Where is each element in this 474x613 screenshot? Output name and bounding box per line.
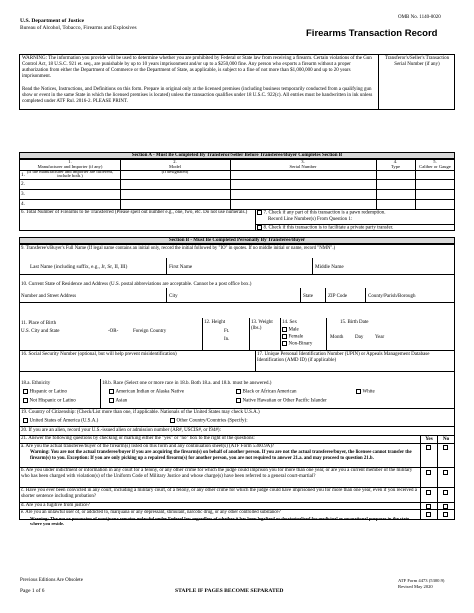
race-american-indian: American Indian or Alaska Native [109, 389, 184, 395]
state-label: State [303, 294, 313, 299]
omb-number: OMB No. 1140-0020 [398, 15, 441, 20]
usa-checkbox[interactable] [23, 418, 28, 423]
zip-label: ZIP Code [328, 294, 348, 299]
instructions-text: Read the Notices, Instructions, and Definitions on this form. Prepare in original only at the licensed premises (including business temporarily conducted from a qualifying gun show or event in the same State in which the licensed premises is located) unless the transaction qualifies under 18 U.S.C. 922(c). All entries must be handwritten in ink unless completed under ATF Rul. 2016-2. PLEASE PRINT. [22, 87, 373, 105]
or-label: -OR- [108, 329, 119, 334]
other-country-checkbox[interactable] [170, 418, 175, 423]
month-label: Month [330, 335, 344, 340]
q12-height: 12. Height [204, 320, 226, 325]
first-name-label: First Name [169, 264, 193, 270]
q13-weight: 13. Weight (lbs.) [251, 320, 273, 331]
us-city-label: U.S. City and State [21, 329, 60, 334]
q21e-drug-user: e. Are you an unlawful user of, or addicted to, marijuana or any depressant, stimulant, narcotic drug, or any other controlled substance? [21, 510, 281, 515]
serial-number-label: Transferor's/Seller's Transaction Serial Number (if any) [384, 56, 450, 67]
q21e-warning: Warning: The use or possession of marijuana remains unlawful under Federal law regardless of whether it has been legalized or decriminalized for medicinal or recreational purposes in the state where you reside. [30, 516, 410, 527]
q21a-no-checkbox[interactable] [443, 445, 448, 450]
asian-checkbox[interactable] [109, 398, 114, 403]
foreign-country-label: Foreign Country [133, 329, 167, 334]
col-type: 4. Type [390, 159, 401, 169]
sex-female: Female [282, 334, 303, 340]
form-title: Firearms Transaction Record [306, 28, 438, 39]
sex-male: Male [282, 327, 299, 333]
bureau-name: Bureau of Alcohol, Tobacco, Firearms and Explosives [20, 25, 137, 31]
not-hispanic-checkbox[interactable] [23, 398, 28, 403]
q21d-no-checkbox[interactable] [443, 504, 448, 509]
q21b-no-checkbox[interactable] [443, 470, 448, 475]
inches-label: In. [224, 337, 230, 342]
col-caliber: 5. Caliber or Gauge [419, 159, 451, 169]
row-number: 1. [21, 172, 25, 178]
race-black: Black or African American [236, 389, 297, 395]
q21e-yes-checkbox[interactable] [426, 512, 431, 517]
county-label: County/Parish/Borough [368, 294, 416, 299]
day-label: Day [355, 335, 364, 340]
q21c-conviction: c. Have you ever been convicted in any court, including a military court, of a felony, or any other crime for which the judge could have imprisoned you for more than one year, even if you received a shorter sentence including probation? [21, 488, 417, 499]
previous-editions: Previous Editions Are Obsolete [20, 578, 83, 583]
q17-upin: 17. Unique Personal Identification Number (UPIN) or Appeals Management Database Identification (AMD ID) (if applicable) [257, 352, 430, 363]
row-number: 3. [21, 191, 25, 197]
q21b-indictment: b. Are you under indictment or information in any court for a felony, or any other crime for which the judge could imprison you for more than one year, or are you a current member of the military who has been charged with violation(s) of the Uniform Code of Military Justice and whose charge(s) have been referred to a general court-martial? [21, 468, 413, 479]
q21b-yes-checkbox[interactable] [426, 470, 431, 475]
nonbinary-checkbox[interactable] [282, 341, 287, 346]
citizenship-other: Other Country/Countries (Specify): [170, 418, 248, 424]
sex-nonbinary: Non-Binary [282, 341, 312, 347]
street-label: Number and Street Address [21, 294, 77, 299]
q21e-no-checkbox[interactable] [443, 512, 448, 517]
hispanic-checkbox[interactable] [23, 389, 28, 394]
q21a-warning: Warning: You are not the actual transferee/buyer if you are acquiring the firearm(s) on behalf of another person. If you are not the actual transferee/buyer, the licensee cannot transfer the firearm(s) to you. Exception: If you are only picking up a repaired firearm(s) for another person, you are not required to answer 21.a. and may proceed to question 21.b. [30, 450, 412, 461]
q20-alien-number: 20. If you are an alien, record your U.S.-issued alien or admission number (AR#, USCIS#, or I94#): [21, 428, 221, 433]
citizenship-usa: United States of America (U.S.A.) [23, 418, 98, 424]
race-asian: Asian [109, 398, 127, 404]
ethnicity-not-hispanic: Not Hispanic or Latino [23, 398, 76, 404]
q19-citizenship: 19. Country of Citizenship: (Check/List more than one, if applicable. Nationals of the United States may check U.S.A.) [21, 410, 260, 415]
q10-residence: 10. Current State of Residence and Address (U.S. postal abbreviations are acceptable. Cannot be a post office box.) [21, 282, 252, 287]
q7-line-number: Record Line Number(s) From Question 1: [268, 217, 353, 222]
q21d-fugitive: d. Are you a fugitive from justice? [21, 503, 90, 508]
row-number: 2. [21, 181, 25, 187]
q9-full-name: 9. Transferee's/Buyer's Full Name (If legal name contains an initial only, record the initial followed by "IO" in quotes. If no middle initial or name, record "NMN".) [21, 246, 336, 251]
city-label: City [169, 294, 178, 299]
race-white: White [356, 389, 375, 395]
col-serial: 3. Serial Number [289, 159, 317, 169]
section-b-heading: Section B - Must Be Completed Personally By Transferee/Buyer [168, 238, 306, 243]
year-label: Year [375, 335, 385, 340]
yes-header: Yes [425, 436, 433, 442]
female-checkbox[interactable] [282, 334, 287, 339]
no-header: No [442, 436, 450, 442]
q21-instructions: 21. Answer the following questions by checking or marking either the "yes" or "no" box to the right of the questions: [21, 436, 255, 441]
col-manufacturer: 1. Manufacturer and Importer (if any) (If the manufacturer and importer are different, include both.) [26, 159, 114, 179]
male-checkbox[interactable] [282, 327, 287, 332]
agency-name: U.S. Department of Justice [20, 18, 85, 24]
page-number: Page 1 of 6 [20, 588, 45, 594]
section-a-heading: Section A - Must Be Completed By Transferor/Seller Before Transferee/Buyer Completes Section B [131, 153, 343, 158]
form-number: ATF Form 4473 (5300.9) [398, 578, 445, 583]
ethnicity-hispanic: Hispanic or Latino [23, 389, 67, 395]
q6-total-firearms: 6. Total Number of Firearms to be Transferred (Please spell out number e.g., one, two, etc. Do not use numerals.) [21, 210, 248, 215]
warning-text: WARNING: The information you provide will be used to determine whether you are prohibited by Federal or State law from receiving a firearm. Certain violations of the Gun Control Act, 18 U.S.C. 921 et. seq., are punishable by up to 10 years imprisonment and/or up to a $250,000 fine. Any person who exports a firearm without a proper authorization from either the Department of Commerce or the Department of State, as applicable, is subject to a fine of not more than $1,000,000 and up to 20 years imprisonment. [22, 56, 372, 80]
q21d-yes-checkbox[interactable] [426, 504, 431, 509]
q8-private-transfer: 8. Check if this transaction is to facilitate a private party transfer. [257, 225, 393, 231]
staple-notice: STAPLE IF PAGES BECOME SEPARATED [175, 588, 284, 594]
private-transfer-checkbox[interactable] [257, 225, 262, 230]
revised-date: Revised May 2020 [398, 584, 433, 589]
last-name-label: Last Name (including suffix, e.g., Jr, Sr, II, III) [30, 264, 128, 270]
q18a-ethnicity: 18.a. Ethnicity [21, 381, 51, 386]
white-checkbox[interactable] [356, 389, 361, 394]
q11-place-of-birth: 11. Place of Birth [21, 321, 57, 326]
row-number: 4. [21, 201, 25, 207]
q21c-no-checkbox[interactable] [443, 490, 448, 495]
feet-label: Ft. [224, 329, 230, 334]
pacific-islander-checkbox[interactable] [236, 398, 241, 403]
american-indian-checkbox[interactable] [109, 389, 114, 394]
q18b-race: 18.b. Race (Select one or more race in 18.b. Both 18.a. and 18.b. must be answered.) [102, 381, 272, 386]
q16-ssn: 16. Social Security Number (optional, but will help prevent misidentification) [21, 352, 177, 357]
q14-sex: 14. Sex [282, 320, 297, 325]
pawn-checkbox[interactable] [257, 210, 262, 215]
q15-birth-date: 15. Birth Date [340, 320, 369, 325]
black-checkbox[interactable] [236, 389, 241, 394]
q7-pawn-redemption: 7. Check if any part of this transaction is a pawn redemption. [257, 210, 386, 216]
q21c-yes-checkbox[interactable] [426, 490, 431, 495]
col-model: 2. Model (if designated) [161, 159, 189, 174]
race-pacific-islander: Native Hawaiian or Other Pacific Islander [236, 398, 327, 404]
q21a-actual-buyer: a. Are you the actual transferee/buyer of the firearm(s) listed on this form and any continuation sheet(s) (ATF Form 5300.9A)? [21, 444, 275, 449]
middle-name-label: Middle Name [315, 264, 344, 270]
q21a-yes-checkbox[interactable] [426, 445, 431, 450]
